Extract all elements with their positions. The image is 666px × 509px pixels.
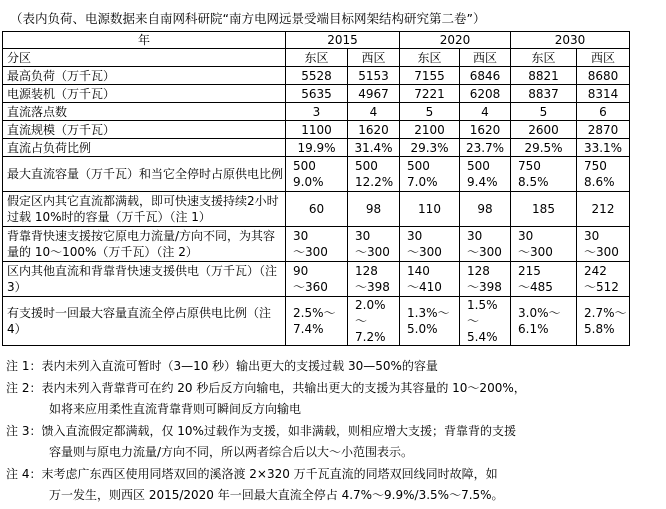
- header-area: 东区: [286, 49, 348, 67]
- table-row: [3, 227, 630, 262]
- table-cell: 4967: [348, 85, 400, 103]
- table-cell: 7221: [400, 85, 460, 103]
- table-cell: 6: [577, 103, 630, 121]
- header-row-areas: [3, 49, 630, 67]
- table-cell: 500 9.0%: [286, 157, 348, 192]
- table-cell: 2.7%～ 5.8%: [577, 297, 630, 346]
- table-cell: 1620: [348, 121, 400, 139]
- table-cell: 30 ～300: [577, 227, 630, 262]
- table-cell: 8680: [577, 67, 630, 85]
- table-cell: 5635: [286, 85, 348, 103]
- table-cell: 212: [577, 192, 630, 227]
- table-cell: 500 12.2%: [348, 157, 400, 192]
- table-row: [3, 139, 630, 157]
- note-1: 注 1：表内未列入直流可暂时（3—10 秒）输出更大的支援过载 30—50%的容量: [6, 359, 438, 373]
- table-cell: 29.3%: [400, 139, 460, 157]
- table-cell: 2600: [511, 121, 577, 139]
- table-row: [3, 103, 630, 121]
- table-cell: 98: [348, 192, 400, 227]
- header-row-years: [3, 32, 630, 49]
- table-cell: 128 ～398: [348, 262, 400, 297]
- table-cell: 4: [460, 103, 511, 121]
- table-cell: 33.1%: [577, 139, 630, 157]
- table-cell: 2870: [577, 121, 630, 139]
- row-label: 背靠背快速支援按它原电力流量/方向不同，为其容量的 10～100%（万千瓦）（注 2）: [3, 227, 286, 262]
- table-cell: 242 ～512: [577, 262, 630, 297]
- table-row: [3, 121, 630, 139]
- row-label: 直流规模（万千瓦）: [3, 121, 286, 139]
- table-cell: 3.0%～ 6.1%: [511, 297, 577, 346]
- table-cell: 30 ～300: [400, 227, 460, 262]
- table-row: [3, 192, 630, 227]
- table-cell: 5528: [286, 67, 348, 85]
- header-area: 西区: [348, 49, 400, 67]
- header-year: 2020: [400, 32, 511, 49]
- header-area: 东区: [511, 49, 577, 67]
- table-cell: 4: [348, 103, 400, 121]
- table-cell: 6846: [460, 67, 511, 85]
- row-label: 有支援时一回最大容量直流全停占原供电比例（注 4）: [3, 297, 286, 346]
- header-area: 西区: [577, 49, 630, 67]
- table-cell: 5: [511, 103, 577, 121]
- table-cell: 30 ～300: [511, 227, 577, 262]
- table-cell: 8837: [511, 85, 577, 103]
- table-cell: 30 ～300: [348, 227, 400, 262]
- header-area-title: 分区: [3, 49, 286, 67]
- table-cell: 5153: [348, 67, 400, 85]
- table-cell: 215 ～485: [511, 262, 577, 297]
- table-cell: 1.3%～ 5.0%: [400, 297, 460, 346]
- table-cell: 2.0%～ 7.2%: [348, 297, 400, 346]
- table-cell: 140 ～410: [400, 262, 460, 297]
- data-table: [2, 31, 630, 346]
- table-cell: 60: [286, 192, 348, 227]
- table-cell: 30 ～300: [460, 227, 511, 262]
- table-row: [3, 67, 630, 85]
- table-cell: 3: [286, 103, 348, 121]
- note-2: 注 2：表内未列入背靠背可在约 20 秒后反方向输电，共输出更大的支援为其容量的 10～200%，: [6, 380, 526, 395]
- notes-block: [6, 356, 526, 507]
- note-3-cont: 容量则与原电力流量/方向不同，所以两者综合后以大～小范围表示。: [49, 445, 414, 459]
- header-area: 西区: [460, 49, 511, 67]
- table-cell: 90 ～360: [286, 262, 348, 297]
- table-row: [3, 85, 630, 103]
- note-4: 注 4：末考虑广东西区使用同塔双回的溪洛渡 2×320 万千瓦直流的同塔双回线同时故障，如: [6, 466, 498, 481]
- table-cell: 128 ～398: [460, 262, 511, 297]
- table-cell: 2.5%～ 7.4%: [286, 297, 348, 346]
- table-cell: 2100: [400, 121, 460, 139]
- table-caption: （表内负荷、电源数据来自南网科研院“南方电网远景受端目标网架结构研究第二卷”）: [10, 11, 486, 26]
- table-cell: 19.9%: [286, 139, 348, 157]
- table-cell: 500 9.4%: [460, 157, 511, 192]
- header-area: 东区: [400, 49, 460, 67]
- table-cell: 500 7.0%: [400, 157, 460, 192]
- table-cell: 23.7%: [460, 139, 511, 157]
- table-cell: 750 8.5%: [511, 157, 577, 192]
- note-2-cont: 如将来应用柔性直流背靠背则可瞬间反方向输电: [49, 402, 302, 416]
- table-cell: 7155: [400, 67, 460, 85]
- row-label: 最大直流容量（万千瓦）和当它全停时占原供电比例: [3, 157, 286, 192]
- table-cell: 8314: [577, 85, 630, 103]
- table-row: [3, 297, 630, 346]
- table-cell: 750 8.6%: [577, 157, 630, 192]
- note-4-cont: 万一发生，则西区 2015/2020 年一回最大直流全停占 4.7%～9.9%/3.5%～7.5%。: [49, 488, 504, 502]
- table-cell: 29.5%: [511, 139, 577, 157]
- header-year: 2015: [286, 32, 400, 49]
- table-cell: 185: [511, 192, 577, 227]
- row-label: 区内其他直流和背靠背快速支援供电（万千瓦）（注 3）: [3, 262, 286, 297]
- header-year: 2030: [511, 32, 630, 49]
- table-cell: 1.5% ～ 5.4%: [460, 297, 511, 346]
- table-cell: 6208: [460, 85, 511, 103]
- row-label: 电源装机（万千瓦）: [3, 85, 286, 103]
- row-label: 假定区内其它直流都满载，即可快速支援持续2小时过载 10%时的容量（万千瓦）（注 1）: [3, 192, 286, 227]
- table-cell: 1620: [460, 121, 511, 139]
- table-cell: 5: [400, 103, 460, 121]
- row-label: 最高负荷（万千瓦）: [3, 67, 286, 85]
- table-cell: 31.4%: [348, 139, 400, 157]
- table-cell: 8821: [511, 67, 577, 85]
- note-3: 注 3：馈入直流假定都满载，仅 10%过载作为支援，如非满载，则相应增大支援；背靠背的支援: [6, 423, 516, 438]
- table-row: [3, 262, 630, 297]
- table-row: [3, 157, 630, 192]
- table-cell: 1100: [286, 121, 348, 139]
- table-cell: 30 ～300: [286, 227, 348, 262]
- header-year-title: 年: [3, 32, 286, 49]
- row-label: 直流占负荷比例: [3, 139, 286, 157]
- table-cell: 110: [400, 192, 460, 227]
- table-cell: 98: [460, 192, 511, 227]
- row-label: 直流落点数: [3, 103, 286, 121]
